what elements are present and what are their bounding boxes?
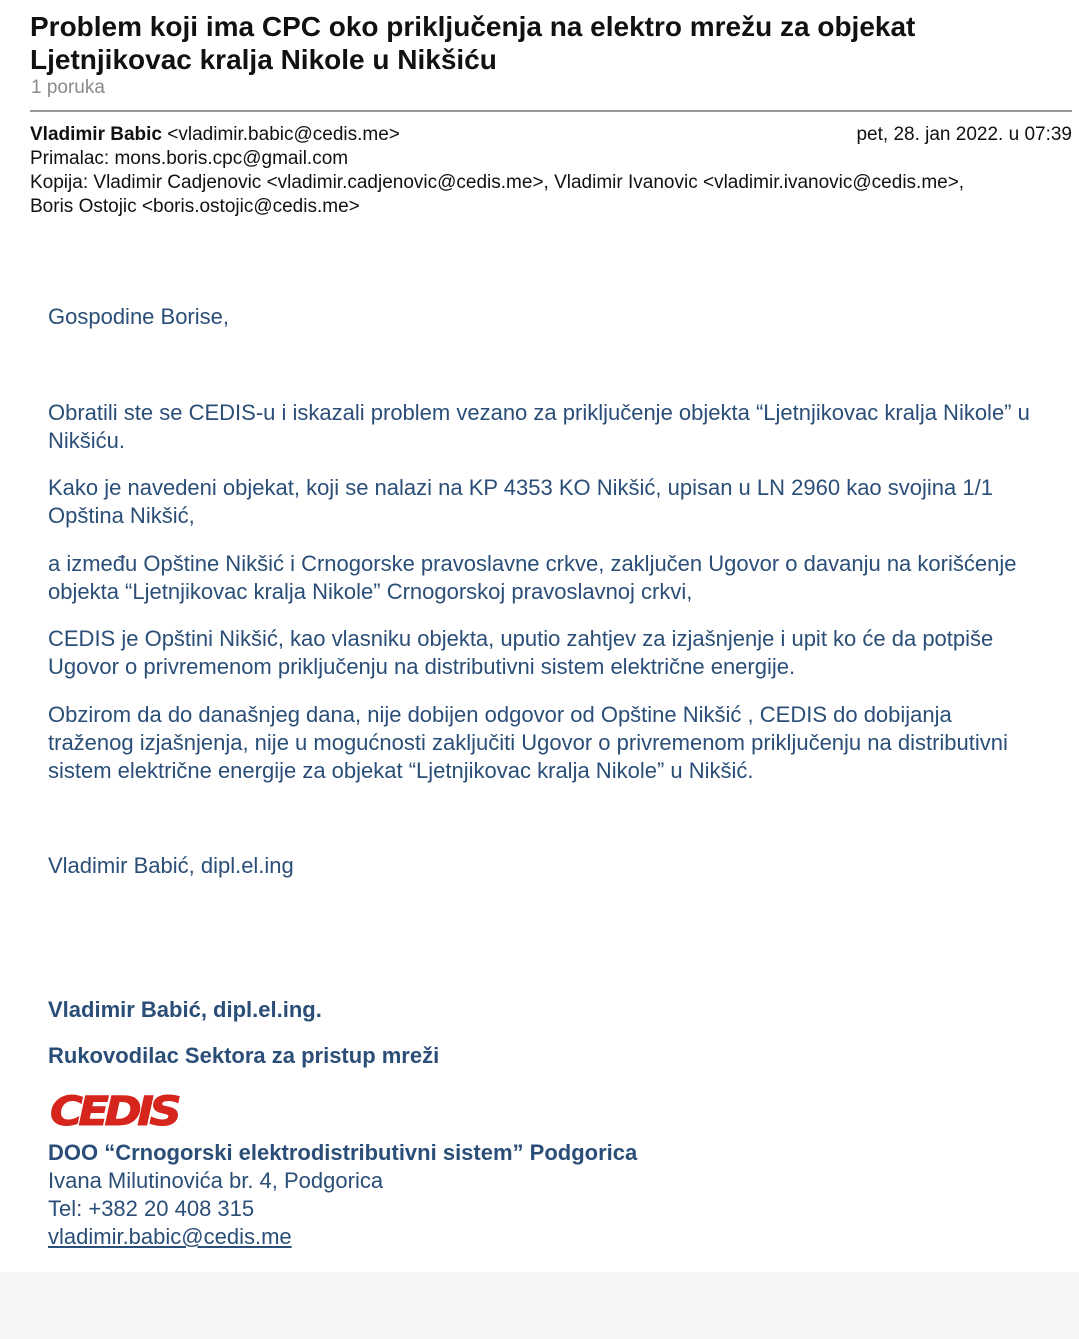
company-email-row (48, 1223, 1038, 1251)
signature-role: Rukovodilac Sektora za pristup mreži (48, 1043, 440, 1068)
company-phone: Tel: +382 20 408 315 (48, 1196, 255, 1221)
company-name: DOO “Crnogorski elektrodistributivni sistem” Podgorica (48, 1140, 638, 1165)
sender[interactable] (30, 123, 400, 147)
message-count: 1 poruka (31, 77, 105, 98)
email-subject: Problem koji ima CPC oko priključenja na elektro mrežu za objekat Ljetnjikovac kralja Nikole u Nikšiću (30, 11, 916, 75)
recipient-row (30, 147, 1072, 171)
recipient-email[interactable]: mons.boris.cpc@gmail.com (114, 148, 349, 169)
sender-email: <vladimir.babic@cedis.me> (167, 124, 400, 145)
signature-email-link[interactable]: vladimir.babic@cedis.me (48, 1224, 292, 1249)
cedis-logo: CEDIS (50, 1089, 178, 1135)
bottom-band (0, 1272, 1079, 1339)
recipient-label: Primalac: (30, 148, 110, 169)
company-address: Ivana Milutinovića br. 4, Podgorica (48, 1168, 384, 1193)
greeting: Gospodine Borise, (48, 304, 229, 329)
cc-recipients-1[interactable]: Vladimir Cadjenovic <vladimir.cadjenovic@cedis.me>, Vladimir Ivanovic <vladimir.ivanovic@cedis.me>, (93, 172, 965, 193)
sender-name: Vladimir Babic (30, 124, 162, 145)
body-paragraph-2: Kako je navedeni objekat, koji se nalazi na KP 4353 KO Nikšić, upisan u LN 2960 kao svojina 1/1 Opština Nikšić, (48, 475, 993, 528)
cc-recipients-2[interactable]: Boris Ostojic <boris.ostojic@cedis.me> (30, 196, 360, 217)
email-date: pet, 28. jan 2022. u 07:39 (856, 124, 1072, 145)
signature-name: Vladimir Babić, dipl.el.ing. (48, 997, 322, 1022)
cc-row (30, 171, 1072, 195)
header-divider (30, 110, 1072, 112)
email-header (30, 123, 1072, 219)
body-paragraph-4: CEDIS je Opštini Nikšić, kao vlasniku objekta, uputio zahtjev za izjašnjenje i upit ko će da potpiše Ugovor o privremenom priključenju na distributivni sistem električne energije. (48, 626, 994, 679)
body-paragraph-1: Obratili ste se CEDIS-u i iskazali problem vezano za priključenje objekta “Ljetnjikovac kralja Nikole” u Nikšiću. (48, 400, 1030, 453)
body-paragraph-3: a između Opštine Nikšić i Crnogorske pravoslavne crkve, zaključen Ugovor o davanju na korišćenje objekta “Ljetnjikovac kralja Nikole” Crnogorskoj pravoslavnoj crkvi, (48, 551, 1017, 604)
cc-label: Kopija: (30, 172, 89, 193)
from-row (30, 123, 1072, 147)
body-paragraph-5: Obzirom da do današnjeg dana, nije dobijen odgovor od Opštine Nikšić , CEDIS do dobijanja traženog izjašnjenja, nije u mogućnosti zaključiti Ugovor o privremenom priključenju na distributivni sistem električne energije za objekat “Ljetnjikovac kralja Nikole” u Nikšić. (48, 702, 1008, 783)
sign-off: Vladimir Babić, dipl.el.ing (48, 853, 294, 878)
